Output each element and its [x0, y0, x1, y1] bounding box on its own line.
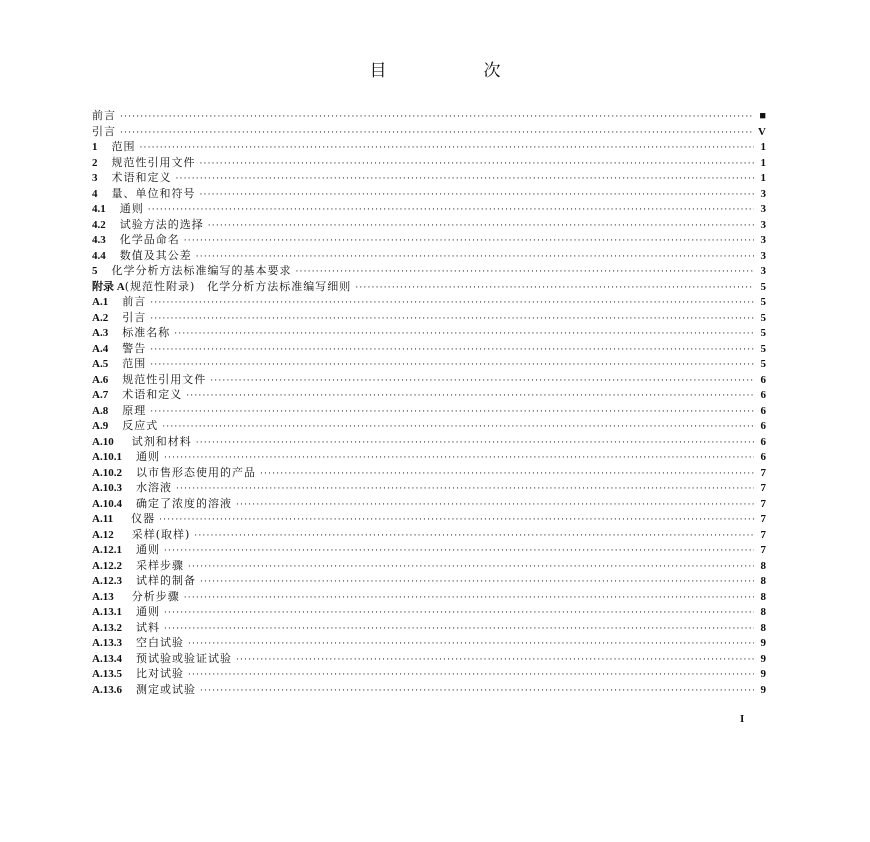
toc-entry-page: 8: [760, 621, 766, 634]
toc-entry-page: 7: [760, 497, 766, 510]
toc-entry[interactable]: [92, 217, 766, 233]
toc-entry-title: 水溶液: [135, 481, 172, 494]
toc-dot-leader: [140, 141, 755, 157]
toc-entry-page: 3: [760, 249, 766, 262]
toc-entry-page: 3: [760, 234, 766, 246]
toc-dot-leader: [164, 606, 754, 622]
toc-entry-number: A.5: [92, 358, 109, 370]
toc-entry[interactable]: [92, 527, 766, 543]
toc-entry-page: 5: [760, 342, 766, 355]
toc-entry-number: A.13: [92, 590, 114, 603]
toc-entry-number: 4.3: [92, 234, 106, 246]
toc-dot-leader: [176, 172, 755, 188]
toc-dot-leader: [296, 265, 755, 281]
toc-entry-number: A.9: [92, 420, 109, 432]
toc-entry[interactable]: [92, 635, 766, 651]
toc-entry-page: V: [758, 125, 766, 138]
toc-entry-number: 2: [92, 156, 98, 169]
toc-entry[interactable]: [92, 589, 766, 605]
toc-entry-number: A.10.4: [92, 497, 122, 510]
toc-entry-title: (规范性附录) 化学分析方法标准编写细则: [124, 279, 352, 293]
toc-entry-title: 术语和定义: [111, 171, 172, 184]
toc-entry-title: 规范性引用文件: [122, 372, 207, 386]
toc-entry[interactable]: [92, 387, 766, 403]
toc-dot-leader: [150, 358, 754, 374]
toc-dot-leader: [164, 622, 754, 638]
toc-entry-number: A.13.1: [92, 606, 122, 618]
toc-entry-number: A.10.1: [92, 451, 122, 463]
toc-dot-leader: [184, 234, 754, 250]
toc-dot-leader: [196, 436, 754, 452]
toc-entry[interactable]: [92, 248, 766, 264]
toc-entry-page: 6: [760, 389, 766, 401]
toc-entry-number: A.11: [92, 513, 114, 525]
toc-entry-page: 9: [760, 652, 766, 665]
toc-entry-number: A.4: [92, 342, 109, 355]
toc-entry-number: A.10.2: [92, 466, 122, 479]
toc-entry-page: 3: [760, 187, 766, 200]
toc-entry-title: 反应式: [122, 419, 159, 432]
toc-dot-leader: [355, 281, 754, 297]
toc-entry-title: 标准名称: [122, 326, 171, 339]
toc-dot-leader: [164, 544, 754, 560]
toc-entry-number: A.12.2: [92, 559, 122, 572]
toc-entry-title: 仪器: [131, 512, 156, 525]
toc-entry-number: A.6: [92, 373, 109, 386]
toc-entry-title: 化学品命名: [119, 233, 180, 246]
toc-dot-leader: [188, 668, 754, 684]
table-of-contents: [92, 108, 766, 697]
toc-dot-leader: [194, 529, 754, 545]
toc-entry[interactable]: [92, 372, 766, 388]
toc-entry-page: 1: [760, 172, 766, 184]
toc-dot-leader: [120, 110, 754, 126]
toc-entry-page: 6: [760, 420, 766, 432]
toc-entry-page: 7: [760, 544, 766, 556]
toc-dot-leader: [208, 219, 754, 235]
toc-entry[interactable]: [92, 666, 766, 682]
toc-entry-number: A.8: [92, 404, 109, 417]
toc-entry-number: 附录 A: [92, 280, 125, 293]
page-number-footer: I: [740, 713, 745, 725]
toc-entry[interactable]: [92, 418, 766, 434]
toc-dot-leader: [184, 591, 754, 607]
toc-entry-page: 5: [760, 311, 766, 324]
toc-entry[interactable]: [92, 682, 766, 698]
toc-dot-leader: [200, 684, 754, 700]
toc-entry[interactable]: [92, 356, 766, 372]
toc-entry-title: 术语和定义: [122, 388, 183, 401]
toc-entry-title: 警告: [122, 341, 147, 355]
toc-entry[interactable]: [92, 403, 766, 419]
toc-dot-leader: [260, 467, 754, 483]
toc-entry-number: A.2: [92, 311, 109, 324]
toc-entry-page: 3: [760, 218, 766, 231]
toc-entry-page: 3: [760, 203, 766, 215]
toc-entry[interactable]: [92, 511, 766, 527]
toc-entry-page: 6: [760, 404, 766, 417]
toc-entry-page: 5: [760, 280, 766, 293]
toc-entry[interactable]: [92, 232, 766, 248]
toc-dot-leader: [174, 327, 754, 343]
toc-entry[interactable]: [92, 294, 766, 310]
toc-dot-leader: [188, 637, 754, 653]
toc-entry-title: 范围: [122, 357, 147, 370]
toc-entry-title: 试剂和材料: [131, 434, 192, 448]
toc-entry-number: A.7: [92, 389, 109, 401]
toc-entry-number: A.12: [92, 528, 114, 541]
toc-entry-title: 通则: [135, 605, 160, 618]
toc-entry[interactable]: [92, 465, 766, 481]
toc-entry-title: 范围: [111, 140, 136, 153]
toc-entry-page: 9: [760, 637, 766, 649]
toc-entry-number: 3: [92, 172, 98, 184]
toc-entry-page: 8: [760, 559, 766, 572]
page-title: 目 次: [369, 61, 541, 81]
toc-dot-leader: [236, 498, 754, 514]
toc-entry[interactable]: [92, 170, 766, 186]
toc-dot-leader: [186, 389, 754, 405]
toc-dot-leader: [150, 296, 754, 312]
toc-entry-page: 8: [760, 575, 766, 587]
toc-entry-page: ■: [759, 110, 766, 122]
toc-entry-title: 通则: [135, 543, 160, 556]
toc-dot-leader: [236, 653, 754, 669]
toc-entry[interactable]: [92, 263, 766, 279]
toc-entry-title: 原理: [122, 403, 147, 417]
toc-entry[interactable]: [92, 496, 766, 512]
toc-entry-page: 9: [760, 668, 766, 680]
toc-entry-number: 4: [92, 187, 98, 200]
toc-entry-page: 5: [760, 327, 766, 339]
toc-entry-title: 数值及其公差: [119, 248, 192, 262]
toc-entry-title: 规范性引用文件: [111, 155, 196, 169]
toc-entry-number: A.12.3: [92, 575, 122, 587]
toc-dot-leader: [210, 374, 754, 390]
toc-entry-number: A.10: [92, 435, 114, 448]
toc-entry-title: 测定或试验: [135, 682, 196, 696]
toc-dot-leader: [120, 126, 754, 142]
toc-entry[interactable]: [92, 108, 766, 124]
toc-entry-page: 7: [760, 466, 766, 479]
toc-entry[interactable]: [92, 186, 766, 202]
toc-entry-number: A.13.6: [92, 683, 122, 696]
toc-entry[interactable]: [92, 573, 766, 589]
toc-entry-title: 量、单位和符号: [111, 186, 196, 200]
toc-entry-title: 采样步骤: [135, 558, 184, 572]
toc-entry-title: 化学分析方法标准编写的基本要求: [111, 264, 292, 277]
toc-entry-number: A.13.3: [92, 637, 122, 649]
toc-entry[interactable]: [92, 604, 766, 620]
toc-entry[interactable]: [92, 341, 766, 357]
toc-entry[interactable]: [92, 155, 766, 171]
toc-dot-leader: [176, 482, 754, 498]
toc-entry[interactable]: [92, 201, 766, 217]
toc-entry-number: 1: [92, 141, 98, 153]
toc-entry-page: 5: [760, 296, 766, 308]
toc-entry-title: 确定了浓度的溶液: [135, 496, 232, 510]
toc-entry-number: 5: [92, 265, 98, 277]
toc-entry-number: A.3: [92, 327, 109, 339]
toc-entry-title: 前言: [122, 295, 147, 308]
toc-dot-leader: [188, 560, 754, 576]
toc-entry-title: 引言: [122, 310, 147, 324]
toc-entry-title: 试料: [135, 620, 160, 634]
toc-entry-page: 1: [760, 141, 766, 153]
toc-entry[interactable]: [92, 449, 766, 465]
toc-entry-page: 1: [760, 156, 766, 169]
toc-entry-page: 7: [760, 513, 766, 525]
toc-entry[interactable]: [92, 124, 766, 140]
toc-entry-number: 4.1: [92, 203, 106, 215]
toc-entry-number: 4.2: [92, 218, 106, 231]
toc-entry-page: 9: [760, 683, 766, 696]
toc-entry-title: 通则: [119, 202, 144, 215]
toc-dot-leader: [150, 312, 754, 328]
toc-dot-leader: [150, 343, 754, 359]
toc-entry-title: 空白试验: [135, 636, 184, 649]
toc-entry-page: 5: [760, 358, 766, 370]
toc-entry-title: 引言: [92, 124, 116, 138]
toc-entry-page: 8: [760, 590, 766, 603]
toc-dot-leader: [200, 157, 755, 173]
toc-entry-title: 预试验或验证试验: [135, 651, 232, 665]
toc-entry[interactable]: [92, 325, 766, 341]
toc-entry-number: A.12.1: [92, 544, 122, 556]
toc-entry[interactable]: [92, 558, 766, 574]
toc-entry-page: 8: [760, 606, 766, 618]
toc-entry-number: 4.4: [92, 249, 106, 262]
toc-entry-number: A.10.3: [92, 482, 122, 494]
toc-entry[interactable]: [92, 434, 766, 450]
toc-entry-title: 分析步骤: [131, 589, 180, 603]
toc-entry-page: 6: [760, 373, 766, 386]
toc-entry[interactable]: [92, 620, 766, 636]
toc-entry-title: 以市售形态使用的产品: [135, 465, 256, 479]
toc-entry-number: A.13.2: [92, 621, 122, 634]
toc-dot-leader: [159, 513, 754, 529]
toc-entry[interactable]: [92, 279, 766, 295]
toc-entry-number: A.13.5: [92, 668, 122, 680]
toc-entry[interactable]: [92, 139, 766, 155]
toc-entry-number: A.1: [92, 296, 109, 308]
toc-entry-page: 6: [760, 451, 766, 463]
toc-entry-title: 试验方法的选择: [119, 217, 204, 231]
toc-dot-leader: [162, 420, 754, 436]
toc-entry-title: 采样(取样): [131, 527, 191, 541]
toc-dot-leader: [148, 203, 754, 219]
toc-entry-page: 6: [760, 435, 766, 448]
toc-dot-leader: [200, 575, 754, 591]
toc-entry[interactable]: [92, 480, 766, 496]
toc-entry-title: 前言: [92, 109, 116, 122]
toc-entry-number: A.13.4: [92, 652, 122, 665]
toc-entry-page: 7: [760, 482, 766, 494]
toc-entry-page: 7: [760, 528, 766, 541]
toc-entry-title: 试样的制备: [135, 574, 196, 587]
toc-entry-page: 3: [760, 265, 766, 277]
toc-dot-leader: [150, 405, 754, 421]
toc-entry-title: 比对试验: [135, 667, 184, 680]
toc-entry[interactable]: [92, 651, 766, 667]
toc-entry[interactable]: [92, 310, 766, 326]
toc-entry-title: 通则: [135, 450, 160, 463]
toc-dot-leader: [200, 188, 755, 204]
toc-entry[interactable]: [92, 542, 766, 558]
